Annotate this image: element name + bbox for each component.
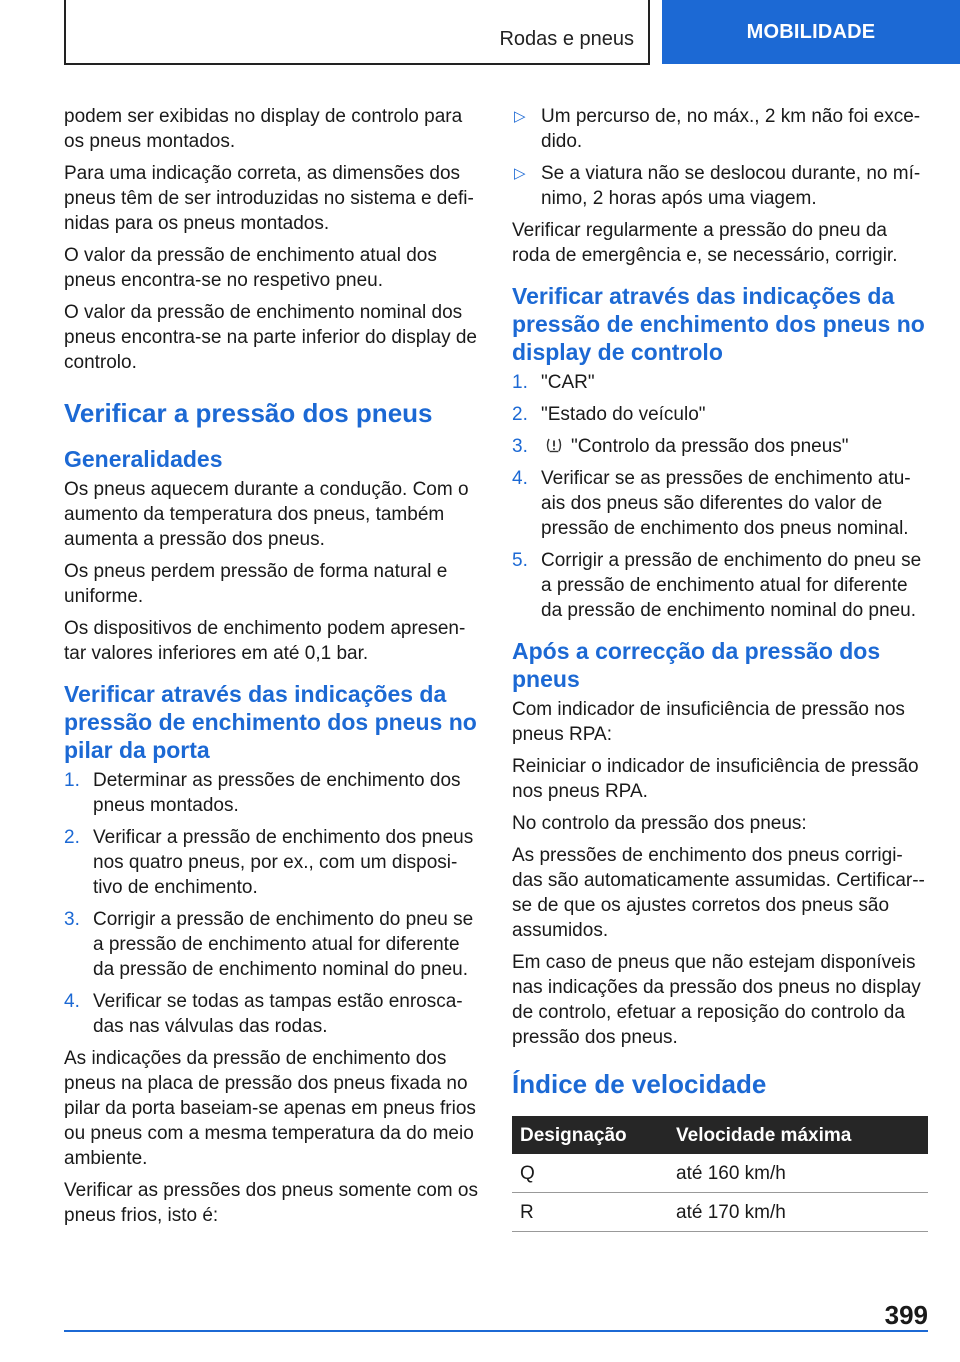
paragraph: Os dispositivos de enchimento podem apresen-tar valores inferiores em até 0,1 bar. [64, 618, 466, 664]
footer-rule [64, 1330, 928, 1332]
table-cell: R [512, 1193, 668, 1232]
paragraph: O valor da pressão de enchimento nominal dos pneus encontra-se na parte inferior do display de controlo. [64, 302, 477, 373]
speed-index-table [512, 1116, 928, 1232]
bullet-list [512, 104, 928, 211]
paragraph: Com indicador de insuficiência de pressão nos pneus RPA: [512, 699, 905, 745]
step-text: "Estado do veículo" [541, 404, 706, 425]
table-header-cell: Designação [512, 1116, 668, 1154]
paragraph: Os pneus perdem pressão de forma natural e uniforme. [64, 561, 448, 607]
paragraph: podem ser exibidas no display de controlo para os pneus montados. [64, 106, 463, 152]
paragraph: No controlo da pressão dos pneus: [512, 813, 807, 834]
step-number: 2. [512, 404, 528, 425]
paragraph: Verificar as pressões dos pneus somente com os pneus frios, isto é: [64, 1180, 478, 1226]
step-number: 3. [64, 909, 80, 930]
step-item [64, 825, 480, 900]
step-item [512, 466, 928, 541]
section-heading: Verificar a pressão dos pneus [64, 398, 433, 428]
bullet-item [512, 104, 928, 154]
table-cell: até 160 km/h [668, 1154, 928, 1193]
bullet-text: Um percurso de, no máx., 2 km não foi exce-dido. [541, 106, 921, 152]
step-text: "Controlo da pressão dos pneus" [571, 436, 849, 457]
subsection-heading: Generalidades [64, 446, 223, 472]
header-divider-left [64, 0, 66, 64]
subsection-heading: Verificar através das indicações da pressão de enchimento dos pneus no display de controlo [512, 283, 925, 365]
triangle-bullet-icon: ▷ [514, 165, 526, 182]
paragraph: As indicações da pressão de enchimento dos pneus na placa de pressão dos pneus fixada no pilar da porta baseiam-se apenas em pneus frios ou pneus com a mesma temperatura da do meio ambiente. [64, 1048, 476, 1169]
step-item [512, 370, 928, 395]
step-text: "CAR" [541, 372, 595, 393]
step-text: Verificar a pressão de enchimento dos pneus nos quatro pneus, por ex., com um disposi-tivo de enchimento. [93, 827, 474, 898]
step-text: Verificar se as pressões de enchimento atu-ais dos pneus são diferentes do valor de pressão de enchimento dos pneus nominal. [541, 468, 911, 539]
paragraph: Reiniciar o indicador de insuficiência de pressão nos pneus RPA. [512, 756, 919, 802]
table-header-cell: Velocidade máxima [668, 1116, 928, 1154]
paragraph: As pressões de enchimento dos pneus corrigi-das são automaticamente assumidas. Certificar--se de que os ajustes corretos dos pneus são assumidos. [512, 845, 925, 941]
table-row [512, 1154, 928, 1193]
step-item [64, 768, 480, 818]
step-number: 5. [512, 550, 528, 571]
numbered-steps [512, 370, 928, 623]
step-number: 4. [512, 468, 528, 489]
step-number: 2. [64, 827, 80, 848]
table-row [512, 1193, 928, 1232]
tire-pressure-warning-icon [545, 436, 563, 454]
step-item [512, 434, 928, 459]
table-cell: Q [512, 1154, 668, 1193]
left-column [64, 104, 480, 1235]
right-column [512, 104, 928, 1232]
header-divider-right [648, 0, 650, 64]
step-item [64, 907, 480, 982]
subsection-heading: Verificar através das indicações da pressão de enchimento dos pneus no pilar da porta [64, 681, 477, 763]
page-number: 399 [884, 1300, 928, 1330]
triangle-bullet-icon: ▷ [514, 108, 526, 125]
table-cell: até 170 km/h [668, 1193, 928, 1232]
step-item [512, 548, 928, 623]
step-text: Determinar as pressões de enchimento dos pneus montados. [93, 770, 461, 816]
header-section-title: Rodas e pneus [499, 28, 634, 50]
step-text: Corrigir a pressão de enchimento do pneu se a pressão de enchimento atual for diferente da pressão de enchimento nominal do pneu. [541, 550, 922, 621]
bullet-item [512, 161, 928, 211]
paragraph: Para uma indicação correta, as dimensões dos pneus têm de ser introduzidas no sistema e defi-nidas para os pneus montados. [64, 163, 474, 234]
bullet-text: Se a viatura não se deslocou durante, no mí-nimo, 2 horas após uma viagem. [541, 163, 921, 209]
paragraph: O valor da pressão de enchimento atual dos pneus encontra-se no respetivo pneu. [64, 245, 437, 291]
step-number: 3. [512, 436, 528, 457]
numbered-steps [64, 768, 480, 1039]
header-chapter-tab[interactable]: MOBILIDADE [662, 0, 960, 64]
paragraph: Verificar regularmente a pressão do pneu da roda de emergência e, se necessário, corrigir. [512, 220, 898, 266]
paragraph: Os pneus aquecem durante a condução. Com o aumento da temperatura dos pneus, também aumenta a pressão dos pneus. [64, 479, 469, 550]
step-text: Corrigir a pressão de enchimento do pneu se a pressão de enchimento atual for diferente da pressão de enchimento nominal do pneu. [93, 909, 474, 980]
step-number: 1. [512, 372, 528, 393]
step-item [64, 989, 480, 1039]
subsection-heading: Após a correcção da pressão dos pneus [512, 638, 881, 692]
table-header-row [512, 1116, 928, 1154]
paragraph: Em caso de pneus que não estejam disponíveis nas indicações da pressão dos pneus no display de controlo, efetuar a reposição do controlo da pressão dos pneus. [512, 952, 921, 1048]
step-number: 1. [64, 770, 80, 791]
header-underline [64, 63, 650, 65]
step-number: 4. [64, 991, 80, 1012]
step-text: Verificar se todas as tampas estão enrosca-das nas válvulas das rodas. [93, 991, 463, 1037]
step-item [512, 402, 928, 427]
section-heading: Índice de velocidade [512, 1069, 767, 1099]
